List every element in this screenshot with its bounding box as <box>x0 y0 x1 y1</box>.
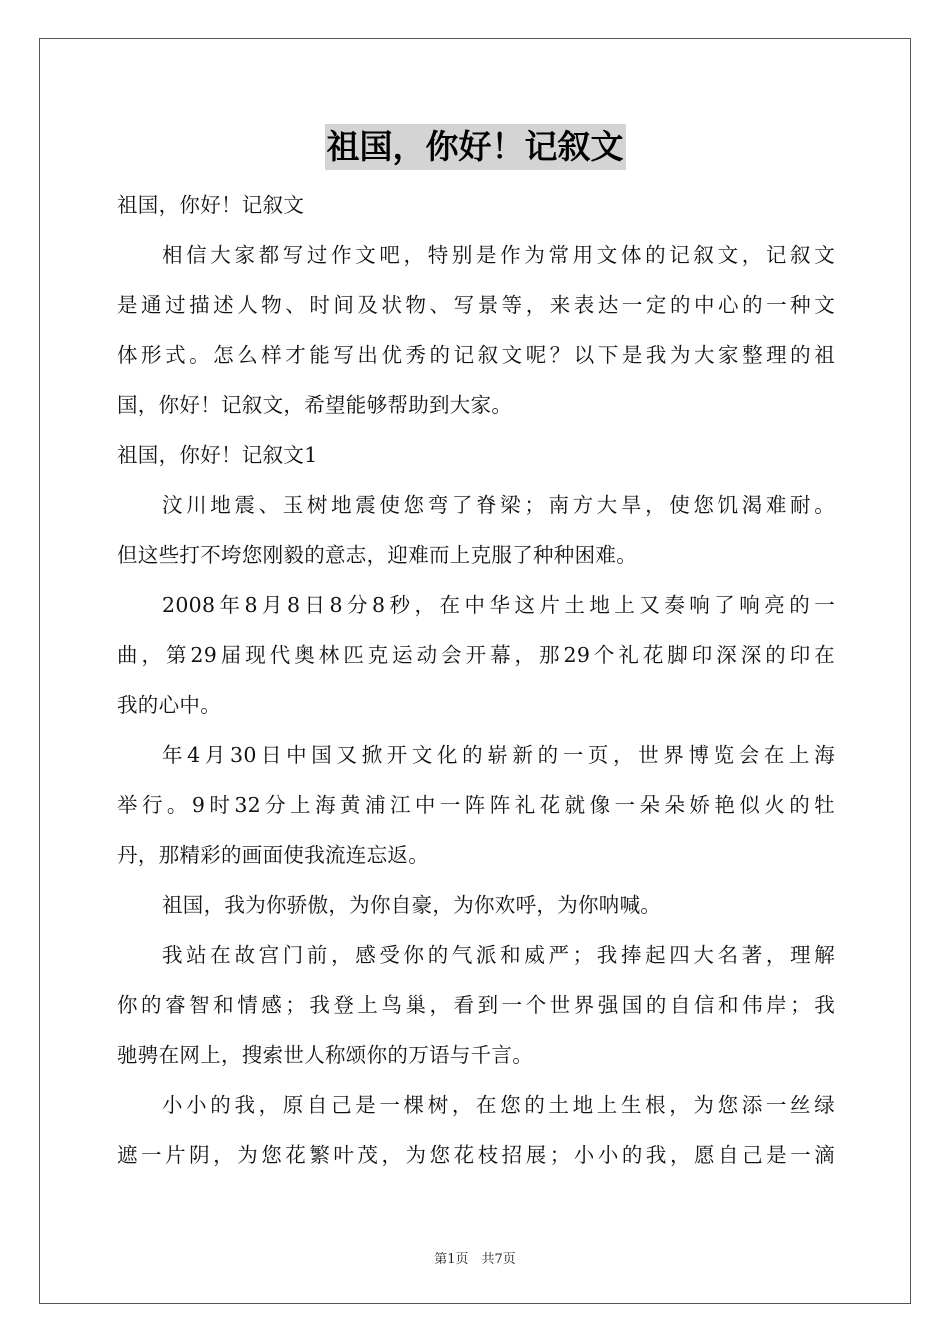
text-line: 驰骋在网上，搜索世人称颂你的万语与千言。 <box>117 1043 533 1067</box>
text-line: 相信大家都写过作文吧，特别是作为常用文体的记叙文，记叙文 <box>162 243 835 267</box>
text-line: 举行。9时32分上海黄浦江中一阵阵礼花就像一朵朵娇艳似火的牡 <box>117 793 835 817</box>
text-line: 体形式。怎么样才能写出优秀的记叙文呢？以下是我为大家整理的祖 <box>117 343 835 367</box>
text-line: 年4月30日中国又掀开文化的崭新的一页，世界博览会在上海 <box>162 743 835 767</box>
document-body <box>117 180 835 1180</box>
text-line: 祖国，我为你骄傲，为你自豪，为你欢呼，为你呐喊。 <box>162 893 662 917</box>
text-line: 小小的我，原自己是一棵树，在您的土地上生根，为您添一丝绿 <box>162 1093 835 1117</box>
text-line: 遮一片阴，为您花繁叶茂，为您花枝招展；小小的我，愿自己是一滴 <box>117 1143 835 1167</box>
page-footer: 第1页 共7页 <box>434 1252 516 1267</box>
text-line: 但这些打不垮您刚毅的意志，迎难而上克服了种种困难。 <box>117 543 637 567</box>
text-line: 丹，那精彩的画面使我流连忘返。 <box>117 843 429 867</box>
title-container <box>0 124 950 170</box>
text-line: 是通过描述人物、时间及状物、写景等，来表达一定的中心的一种文 <box>117 293 835 317</box>
text-line: 2008年8月8日8分8秒，在中华这片土地上又奏响了响亮的一 <box>162 593 835 617</box>
text-line: 国，你好！记叙文，希望能够帮助到大家。 <box>117 393 513 417</box>
text-line: 我站在故宫门前，感受你的气派和威严；我捧起四大名著，理解 <box>162 943 835 967</box>
text-line: 你的睿智和情感；我登上鸟巢，看到一个世界强国的自信和伟岸；我 <box>117 993 835 1017</box>
text-line: 我的心中。 <box>117 693 221 717</box>
document-title: 祖国，你好！记叙文 <box>325 124 626 170</box>
text-line: 曲，第29届现代奥林匹克运动会开幕，那29个礼花脚印深深的印在 <box>117 643 835 667</box>
text-line: 祖国，你好！记叙文1 <box>117 443 318 467</box>
text-line: 祖国，你好！记叙文 <box>117 193 305 217</box>
text-line: 汶川地震、玉树地震使您弯了脊梁；南方大旱，使您饥渴难耐。 <box>162 493 835 517</box>
